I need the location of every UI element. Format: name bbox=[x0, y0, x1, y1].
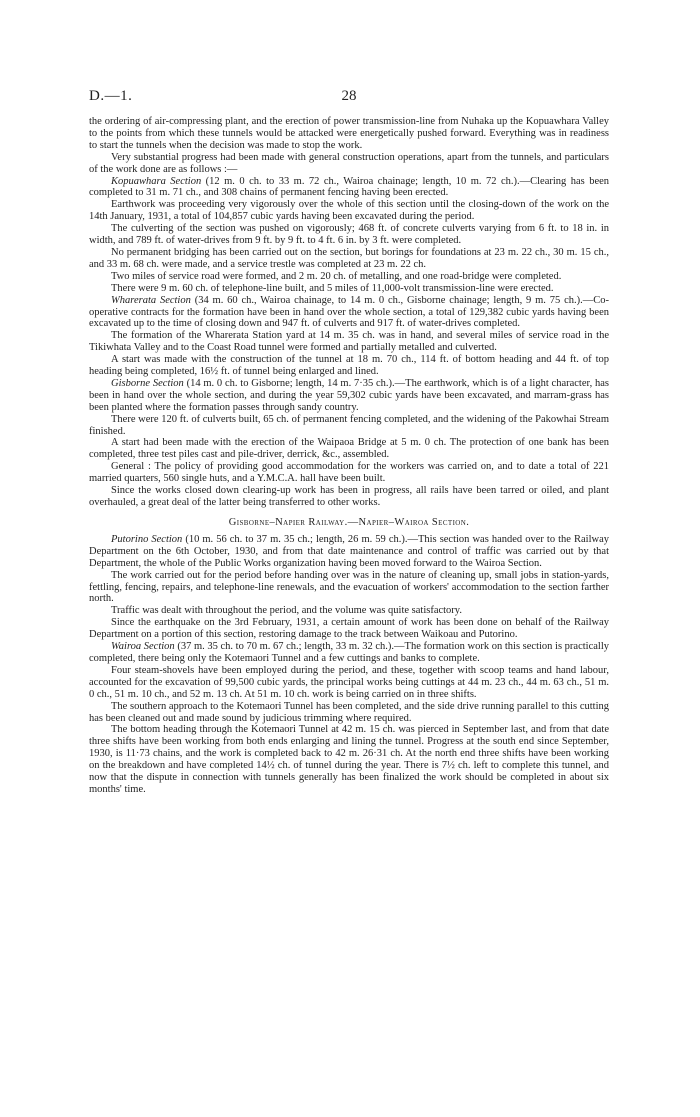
paragraph bbox=[89, 330, 609, 354]
paragraph-text: Four steam-shovels have been employed during the period, and these, together with scoop teams and hand labour, accounted for the excavation of 99,500 cubic yards, the principal works being cuttings at 44 m. 23 ch., 44 m. 63 ch., 51 m. 0 ch., 51 m. 10 ch., and 52 m. 13 ch. At 51 m. 10 ch. work is being carried on in three shifts. bbox=[89, 664, 609, 700]
section-title: Kopuawhara Section bbox=[111, 175, 202, 187]
document-reference: D.—1. bbox=[89, 88, 133, 104]
paragraph-text: General : The policy of providing good accommodation for the workers was carried on, and to date a total of 221 married quarters, 560 single huts, and a Y.M.C.A. hall have been built. bbox=[89, 461, 609, 485]
section-title: Wairoa Section bbox=[111, 641, 175, 653]
paragraph-text: The work carried out for the period before handing over was in the nature of cleaning up, small jobs in station-yards, fettling, fencing, repairs, and telephone-line renewals, and the evacuation of workers' accommodation to the section farther north. bbox=[89, 569, 609, 605]
paragraph bbox=[89, 223, 609, 247]
paragraph-block-top bbox=[89, 116, 609, 509]
paragraph bbox=[89, 378, 609, 414]
page-number: 28 bbox=[341, 88, 357, 104]
paragraph bbox=[89, 461, 609, 485]
paragraph-text: The formation of the Wharerata Station yard at 14 m. 35 ch. was in hand, and several miles of service road in the Tikiwhata Valley and to the Coast Road tunnel were formed and partially metalled and culverted. bbox=[89, 330, 609, 354]
page-header bbox=[89, 88, 609, 110]
paragraph-block-bottom bbox=[89, 534, 609, 796]
paragraph bbox=[89, 295, 609, 331]
paragraph-text: A start was made with the construction of the tunnel at 18 m. 70 ch., 114 ft. of bottom heading and 44 ft. of top heading being completed, 16½ ft. of tunnel being enlarged and lined. bbox=[89, 354, 609, 378]
paragraph bbox=[89, 724, 609, 795]
paragraph bbox=[89, 701, 609, 725]
section-title: Putorino Section bbox=[111, 533, 183, 545]
paragraph bbox=[89, 665, 609, 701]
paragraph-text: (37 m. 35 ch. to 70 m. 67 ch.; length, 33 m. 32 ch.).—The formation work on this section is practically completed, there being only the Kotemaori Tunnel and a few cuttings and banks to complete. bbox=[89, 641, 609, 664]
document-body bbox=[89, 116, 609, 796]
paragraph bbox=[89, 414, 609, 438]
paragraph-text: Since the works closed down clearing-up work has been in progress, all rails have been tarred or oiled, and plant overhauled, a great deal of the latter being transferred to other works. bbox=[89, 485, 609, 508]
paragraph bbox=[89, 247, 609, 271]
paragraph bbox=[89, 354, 609, 378]
paragraph bbox=[89, 485, 609, 509]
paragraph-text: (14 m. 0 ch. to Gisborne; length, 14 m. 7·35 ch.).—The earthwork, which is of a light character, has been in hand over the whole section, and during the year 59,302 cubic yards have been excavated, and marram-grass has been planted where the formation passes through sandy country. bbox=[89, 377, 609, 413]
paragraph-text: Two miles of service road were formed, and 2 m. 20 ch. of metalling, and one road-bridge were completed. bbox=[111, 270, 562, 282]
paragraph-text: the ordering of air-compressing plant, and the erection of power transmission-line from Nuhaka up the Kopuawhara Valley to the points from which these tunnels would be attacked were energetically pushed forward. Everything was in readiness to start the tunnels when the decision was made to stop the work. bbox=[89, 116, 609, 151]
paragraph-text: (34 m. 60 ch., Wairoa chainage, to 14 m. 0 ch., Gisborne chainage; length, 9 m. 75 ch.).—Co-operative contracts for the formation have been in hand over the whole section, a total of 129,382 cubic yards having been excavated up to the time of closing down and 947 ft. of culverts and 917 ft. of water-drives completed. bbox=[89, 294, 610, 330]
paragraph-text: Earthwork was proceeding very vigorously over the whole of this section until the closing-down of the work on the 14th January, 1931, a total of 104,857 cubic yards having been excavated during the period. bbox=[89, 199, 609, 223]
paragraph-text: The culverting of the section was pushed on vigorously; 468 ft. of concrete culverts varying from 6 ft. to 18 in. in width, and 789 ft. of water-drives from 9 ft. by 9 ft. to 4 ft. 6 in. by 3 ft. were completed. bbox=[89, 223, 609, 247]
paragraph bbox=[89, 199, 609, 223]
paragraph bbox=[89, 271, 609, 283]
paragraph bbox=[89, 176, 609, 200]
paragraph bbox=[89, 152, 609, 176]
paragraph-text: The southern approach to the Kotemaori Tunnel has been completed, and the side drive running parallel to this cutting has been cleaned out and made sound by judicious trimming where required. bbox=[89, 700, 609, 724]
paragraph-text: No permanent bridging has been carried out on the section, but borings for foundations at 23 m. 22 ch., 30 m. 15 ch., and 33 m. 68 ch. were made, and a service trestle was completed at 23 m. 22 ch. bbox=[89, 246, 609, 270]
section-title: Gisborne Section bbox=[111, 377, 184, 389]
paragraph bbox=[89, 283, 609, 295]
paragraph-text: There were 9 m. 60 ch. of telephone-line built, and 5 miles of 11,000-volt transmission-line were erected. bbox=[111, 282, 554, 294]
paragraph bbox=[89, 617, 609, 641]
paragraph-text: (10 m. 56 ch. to 37 m. 35 ch.; length, 26 m. 59 ch.).—This section was handed over to the Railway Department on the 6th October, 1930, and from that date maintenance and control of traffic was carried out by that Department, the whole of the Public Works organization having been moved forward to the Wairoa Section. bbox=[89, 533, 609, 569]
paragraph-text: The bottom heading through the Kotemaori Tunnel at 42 m. 15 ch. was pierced in September last, and from that date three shifts have been working from both ends enlarging and lining the tunnel. Progress at the south end since September, 1930, is 11·73 chains, and the work is completed back to 42 m. 26·31 ch. At the north end three shifts have been working on the breakdown and have completed 14½ ch. of tunnel during the year. There is 7½ ch. left to complete this tunnel, and now that the dispute in connection with tunnels generally has been finalized the work should be completed in about six months' time. bbox=[89, 724, 609, 795]
paragraph-text: (12 m. 0 ch. to 33 m. 72 ch., Wairoa chainage; length, 10 m. 72 ch.).—Clearing has been completed to 31 m. 71 ch., and 308 chains of permanent fencing having been erected. bbox=[89, 175, 610, 199]
paragraph-text: There were 120 ft. of culverts built, 65 ch. of permanent fencing completed, and the widening of the Pakowhai Stream finished. bbox=[89, 413, 609, 437]
paragraph-text: Traffic was dealt with throughout the period, and the volume was quite satisfactory. bbox=[111, 605, 462, 617]
section-title: Wharerata Section bbox=[111, 294, 191, 306]
paragraph-text: Since the earthquake on the 3rd February, 1931, a certain amount of work has been done on behalf of the Railway Department on a portion of this section, restoring damage to the track between Waikoau and Putorino. bbox=[89, 617, 609, 641]
paragraph bbox=[89, 570, 609, 606]
paragraph bbox=[89, 116, 609, 152]
section-heading: Gisborne–Napier Railway.—Napier–Wairoa Section. bbox=[228, 516, 470, 528]
paragraph bbox=[89, 534, 609, 570]
paragraph-text: Very substantial progress had been made with general construction operations, apart from the tunnels, and particulars of the work done are as follows :— bbox=[89, 151, 609, 175]
paragraph-text: A start had been made with the erection of the Waipaoa Bridge at 5 m. 0 ch. The protection of one bank has been completed, three test piles cast and pile-driver, derrick, &c., assembled. bbox=[89, 437, 609, 461]
paragraph bbox=[89, 605, 609, 617]
paragraph bbox=[89, 641, 609, 665]
paragraph bbox=[89, 437, 609, 461]
